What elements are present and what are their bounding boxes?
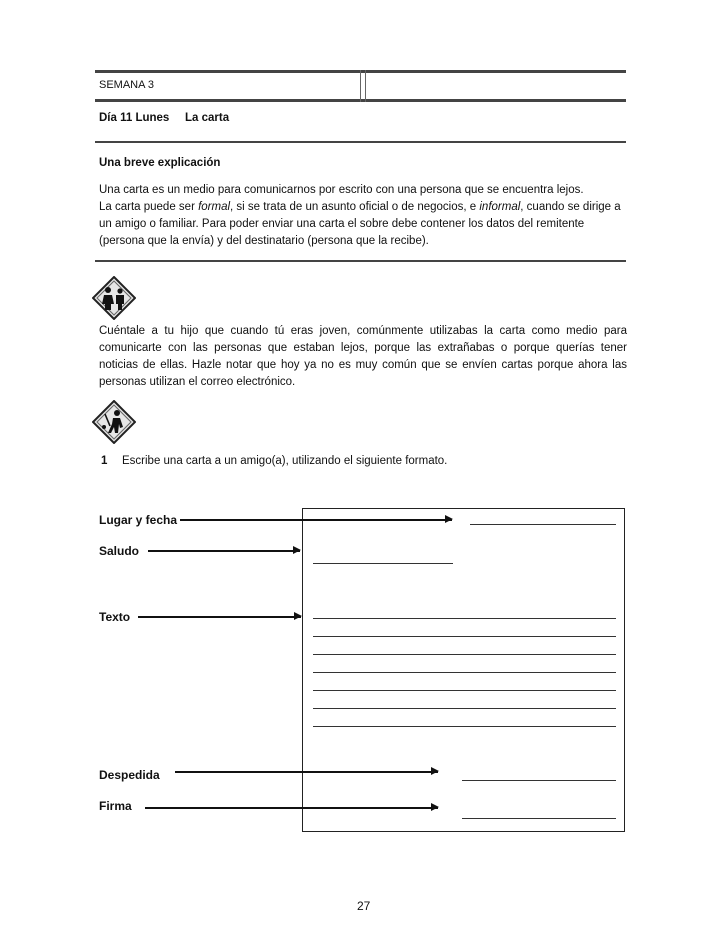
page-number: 27 bbox=[357, 899, 371, 913]
section-divider-top bbox=[95, 141, 626, 143]
week-label: SEMANA 3 bbox=[99, 79, 155, 91]
farewell-label: Despedida bbox=[99, 768, 160, 782]
text-blank-line[interactable] bbox=[313, 636, 616, 637]
farewell-arrow bbox=[175, 771, 438, 773]
text-blank-line[interactable] bbox=[313, 654, 616, 655]
explanation-line-2: La carta puede ser formal, si se trata de un asunto oficial o de negocios, e informal, cuando se dirige a un amigo o familiar. Para poder enviar una carta el sobre debe contener los datos del remitente (persona que la envía) y del destinatario (persona que la recibe). bbox=[99, 201, 621, 247]
place-date-label: Lugar y fecha bbox=[99, 513, 178, 527]
week-header-bar bbox=[95, 70, 626, 102]
activity-sign-icon bbox=[92, 400, 134, 442]
greeting-blank[interactable] bbox=[313, 563, 453, 564]
text-blank-line[interactable] bbox=[313, 618, 616, 619]
topic-label: La carta bbox=[185, 112, 230, 124]
farewell-blank[interactable] bbox=[462, 780, 616, 781]
section-divider-bottom bbox=[95, 260, 626, 262]
parents-children-sign-icon bbox=[92, 276, 134, 318]
signature-label: Firma bbox=[99, 799, 132, 813]
greeting-arrow bbox=[148, 550, 300, 552]
greeting-label: Saludo bbox=[99, 544, 140, 558]
parent-note: Cuéntale a tu hijo que cuando tú eras joven, comúnmente utilizabas la carta como medio para comunicarte con las personas que estaban lejos, porque las extrañabas o porque querías tener noticias de ellas. Hazle notar que hoy ya no es muy común que se envíen cartas porque ahora las personas utilizan el correo electrónico. bbox=[99, 325, 627, 388]
activity-instruction: Escribe una carta a un amigo(a), utilizando el siguiente formato. bbox=[122, 455, 448, 467]
signature-arrow bbox=[145, 807, 438, 809]
text-arrow bbox=[138, 616, 301, 618]
place-date-arrow bbox=[180, 519, 452, 521]
explanation-line-1: Una carta es un medio para comunicarnos por escrito con una persona que se encuentra lejos. bbox=[99, 184, 584, 196]
place-date-blank[interactable] bbox=[470, 524, 616, 525]
text-blank-line[interactable] bbox=[313, 690, 616, 691]
text-blank-line[interactable] bbox=[313, 672, 616, 673]
day-label: Día 11 Lunes bbox=[99, 112, 170, 124]
header-divider bbox=[360, 70, 366, 102]
explanation-heading: Una breve explicación bbox=[99, 157, 221, 169]
letter-format-box bbox=[302, 508, 625, 832]
signature-blank[interactable] bbox=[462, 818, 616, 819]
text-blank-line[interactable] bbox=[313, 708, 616, 709]
text-blank-line[interactable] bbox=[313, 726, 616, 727]
activity-number: 1 bbox=[101, 455, 108, 467]
text-label: Texto bbox=[99, 610, 131, 624]
explanation-body bbox=[99, 182, 621, 250]
